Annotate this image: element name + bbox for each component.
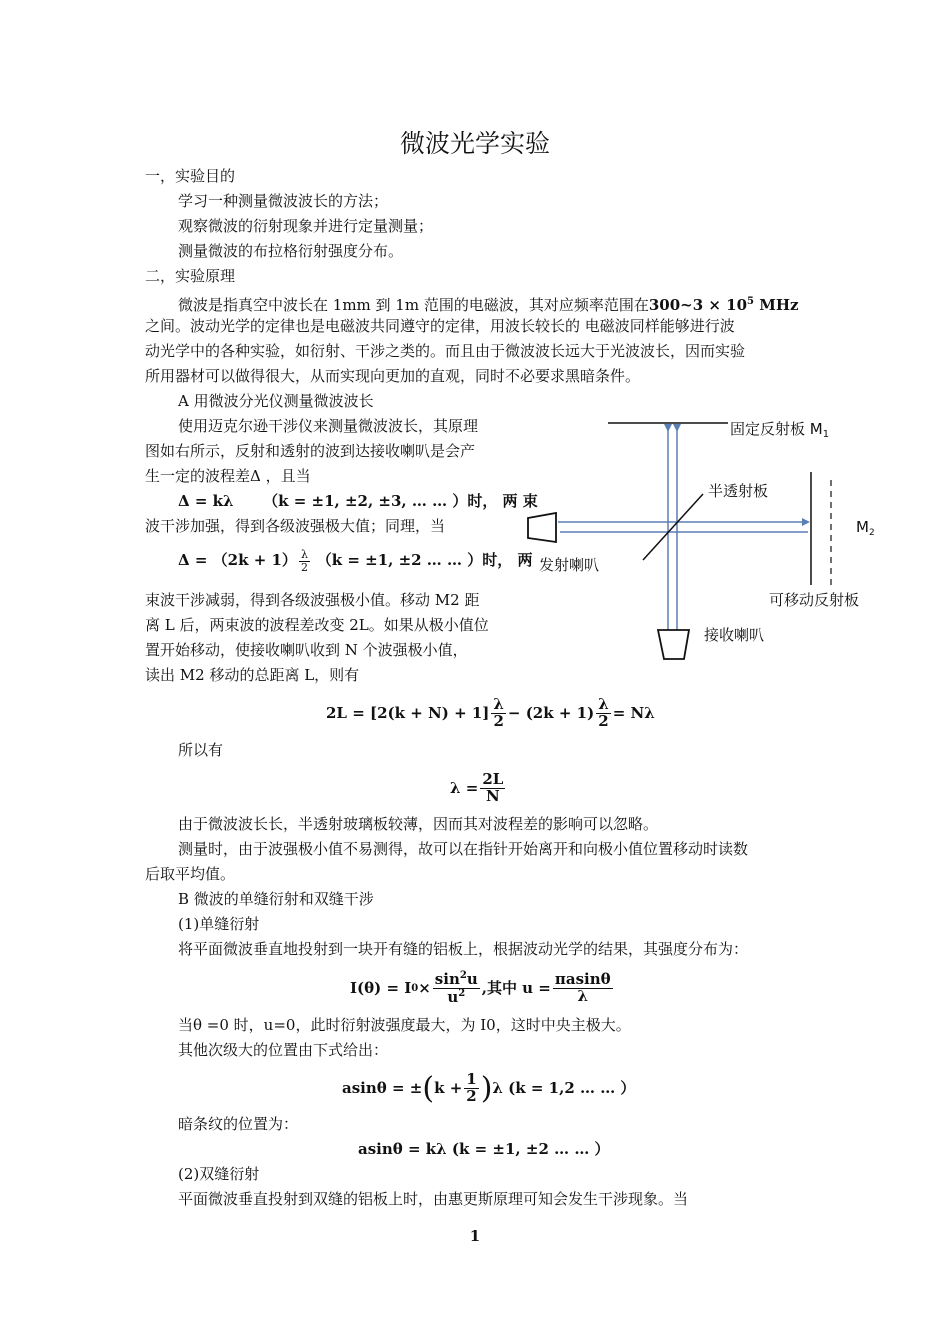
dark-line: 暗条纹的位置为： [178,1115,299,1133]
section2-heading: 二，实验原理 [145,267,236,285]
condition-destructive [178,548,532,573]
intro-line-2: 之间。波动光学的定律也是电磁波共同遵守的定律，用波长较长的 电磁波同样能够进行波 [145,317,735,335]
equation-1 [326,692,655,734]
equation-2 [450,767,507,809]
eq1-frac-b-num: λ [598,694,609,713]
eq3-den-var: u [447,987,459,1006]
eq3-num-fn: sin [434,969,460,988]
partA-p2-line2: 离 L 后，两束波的波程差改变 2L。如果从极小值位 [145,616,489,634]
label-movable-mirror: 可移动反射板 [769,591,860,609]
eq2-num: 2L [482,769,504,788]
cond2-eq: Δ = （2k + 1） [178,551,297,569]
intro-freq-unit: MHz [754,296,799,314]
intro-line-1-text: 微波是指真空中波长在 1mm 到 1m 范围的电磁波，其对应频率范围在 [178,296,649,314]
cond2-k: （k = ±1, ±2 … … ）时， 两 [316,551,533,569]
cond1-eq: Δ = kλ [178,492,234,510]
eq4-right: λ (k = 1,2 … … ） [492,1078,636,1097]
half-mirror-line [643,494,703,560]
condition-constructive [178,489,538,514]
eq3-frac [433,971,480,1006]
other-line: 其他次级大的位置由下式给出： [178,1041,389,1059]
cond1-post: 波干涉加强，得到各级波强极大值；同理，当 [145,517,446,535]
eq1-frac-a-num: λ [493,694,504,713]
label-fixed-mirror [730,420,829,440]
eq3-num-var: u [466,969,478,988]
eq3-num [433,971,480,989]
label-receiver: 接收喇叭 [704,626,765,644]
note-2-line-2: 后取平均值。 [145,865,236,883]
page-number: 1 [469,1227,481,1245]
eq1-left: 2L = [2(k + N) + 1] [326,703,490,722]
partA-p2-line3: 置开始移动，使接收喇叭收到 N 个波强极小值， [145,641,468,659]
sub2-heading: (2)双缝衍射 [178,1165,260,1183]
eq2-frac [480,769,505,805]
sub1-text: 将平面微波垂直地投射到一块开有缝的铝板上，根据波动光学的结果，其强度分布为： [178,940,749,958]
intro-freq: 300~3 × 10 [648,296,748,314]
cond2-frac [299,549,310,573]
intro-line-3: 动光学中的各种实验，如衍射、干涉之类的。而且由于微波波长远大于光波波长，因而实验 [145,342,746,360]
partA-p2-line4: 读出 M2 移动的总距离 L，则有 [145,666,360,684]
eq3-den2: λ [577,986,589,1005]
eq4-left: asinθ = ± [342,1078,423,1097]
receiver-horn-icon [658,630,689,659]
eq1-mid: − (2k + 1) [507,703,595,722]
eq4-num: 1 [466,1069,477,1088]
eq4-frac [464,1069,478,1105]
eq2-left: λ = [450,778,479,797]
michelson-diagram [520,410,880,680]
eq3-times: × [418,978,431,997]
eq3-left: I(θ) = I [350,978,412,997]
equation-3 [350,966,615,1010]
label-m2-text: M [856,518,869,536]
label-half-mirror: 半透射板 [708,482,769,500]
partA-heading: A 用微波分光仪测量微波波长 [178,392,374,410]
eq4-paren-open: ( [422,1070,435,1106]
note-1: 由于微波波长长，半透射玻璃板较薄，因而其对波程差的影响可以忽略。 [178,815,659,833]
eq4-den: 2 [466,1086,477,1105]
cond2-frac-num: λ [300,547,308,561]
eq1-frac-a-den: 2 [493,711,504,730]
sub2-text: 平面微波垂直投射到双缝的铝板上时，由惠更斯原理可知会发生干涉现象。当 [178,1190,689,1208]
eq3-num2: πasinθ [554,969,611,988]
eq3-frac-u [553,969,613,1005]
partA-p1-line2: 图如右所示，反射和透射的波到达接收喇叭是会产 [145,442,476,460]
eq1-right: = Nλ [612,703,655,722]
page-title: 微波光学实验 [399,129,550,158]
partB-heading: B 微波的单缝衍射和双缝干涉 [178,890,374,908]
eq3-mid: ,其中 u = [481,978,551,997]
emitter-horn-icon [528,513,556,542]
partA-p1-line1: 使用迈克尔逊干涉仪来测量微波波长，其原理 [178,417,479,435]
eq2-den: N [485,786,500,805]
theta-line: 当θ =0 时，u=0，此时衍射波强度最大，为 I0，这时中央主极大。 [178,1016,631,1034]
eq1-frac-a [491,694,506,730]
partA-p2-line1: 束波干涉减弱，得到各级波强极小值。移动 M2 距 [145,591,480,609]
section1-heading: 一，实验目的 [145,167,236,185]
equation-4 [342,1066,635,1110]
intro-freq-exp: 5 [747,296,755,307]
intro-line-4: 所用器材可以做得很大，从而实现向更加的直观，同时不必要求黑暗条件。 [145,367,641,385]
equation-5: asinθ = kλ (k = ±1, ±2 … … ） [358,1140,610,1158]
so-text: 所以有 [178,741,224,759]
aim-item-3: 测量微波的布拉格衍射强度分布。 [178,242,404,260]
eq4-k: k + [434,1078,463,1097]
sub1-heading: (1)单缝衍射 [178,915,260,933]
label-fixed-text: 固定反射板 M [730,420,823,438]
cond2-frac-den: 2 [300,560,308,574]
eq3-sub: 0 [411,982,419,994]
label-emitter: 发射喇叭 [539,556,600,574]
eq3-den-exp: 2 [458,987,466,999]
aim-item-2: 观察微波的衍射现象并进行定量测量； [178,217,434,235]
partA-p1-line3: 生一定的波程差Δ ，且当 [145,467,311,485]
label-m2 [856,518,875,538]
label-fixed-sub: 1 [822,429,830,440]
eq1-frac-b-den: 2 [598,711,609,730]
eq3-num-exp: 2 [459,969,467,981]
aim-item-1: 学习一种测量微波波长的方法； [178,192,389,210]
eq1-frac-b [596,694,611,730]
note-2-line-1: 测量时，由于波强极小值不易测得，故可以在指针开始离开和向极小值位置移动时读数 [178,840,749,858]
eq3-den [445,989,467,1006]
eq4-paren-close: ) [480,1070,493,1106]
label-m2-sub: 2 [868,528,875,538]
cond1-k: （k = ±1, ±2, ±3, … … ）时， 两 束 [263,492,538,510]
